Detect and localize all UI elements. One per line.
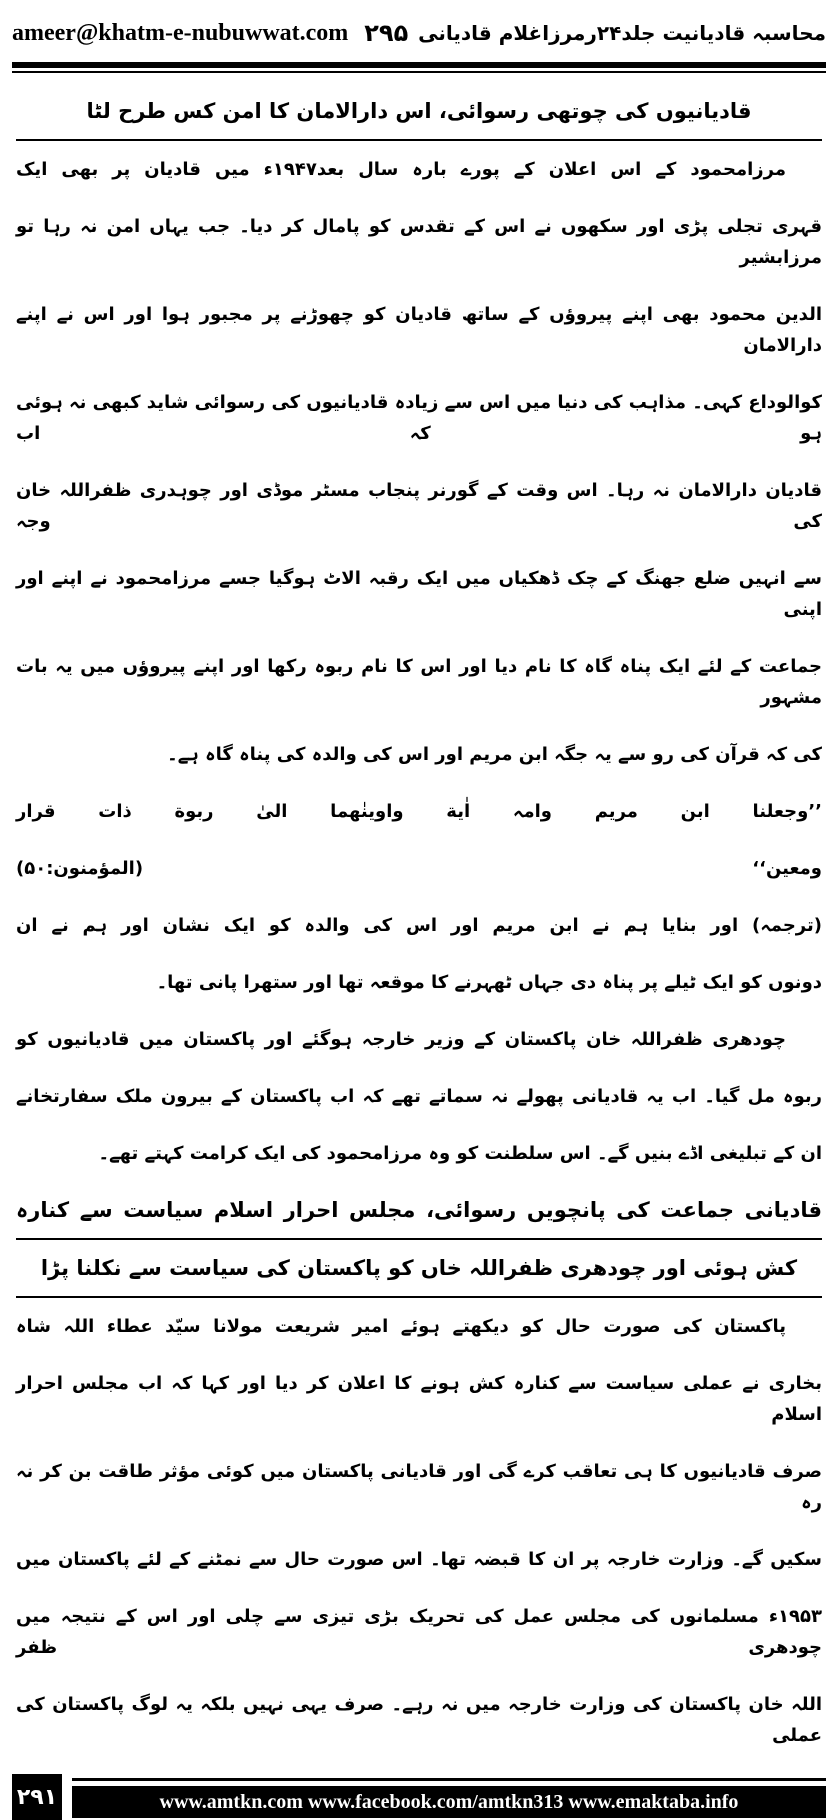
text-line: صرف قادیانیوں کا ہی تعاقب کرے گی اور قادیانی پاکستان میں کوئی مؤثر طاقت بن کر نہ رہ [16, 1461, 822, 1513]
text-line: اللہ خان پاکستان کی وزارت خارجہ میں نہ رہے۔ صرف یہی نہیں بلکہ یہ لوگ پاکستان کی عملی [16, 1694, 822, 1746]
text-line: بخاری نے عملی سیاست سے کنارہ کش ہونے کا اعلان کر دیا اور کہا کہ اب مجلس احرار اسلام [16, 1373, 822, 1425]
header-left [12, 19, 408, 47]
text-line: جماعت کے لئے ایک پناہ گاہ کا نام دیا اور اس کا نام ربوہ رکھا اور اپنے پیروؤں میں یہ بات مشہور [16, 656, 822, 708]
header-email: ameer@khatm-e-nubuwwat.com [12, 19, 349, 46]
page-body [12, 83, 826, 1764]
header-book-title: محاسبہ قادیانیت جلد۲۴رمرزاغلام قادیانی [418, 21, 826, 45]
text-line: کی کہ قرآن کی رو سے یہ جگہ ابن مریم اور اس کی والدہ کی پناہ گاہ ہے۔ [167, 744, 822, 765]
page-footer [12, 1774, 826, 1820]
footer-page-number: ۲۹۱ [12, 1774, 62, 1820]
text-line: ان کے تبلیغی اڈے بنیں گے۔ اس سلطنت کو وہ مرزامحمود کی ایک کرامت کہتے تھے۔ [98, 1143, 822, 1164]
translation-line: (ترجمہ) اور بنایا ہم نے ابن مریم اور اس کی والدہ کو ایک نشان اور ہم نے ان [16, 915, 822, 936]
section-heading-1: قادیانیوں کی چوتھی رسوائی، اس دارالامان کا امن کس طرح لٹا [16, 83, 822, 141]
footer-links: www.amtkn.com www.facebook.com/amtkn313 www.emaktaba.info [72, 1786, 826, 1818]
text-line: سے انہیں ضلع جھنگ کے چک ڈھکیاں میں ایک رقبہ الاٹ ہوگیا جسے مرزامحمود نے اپنے اور اپنی [16, 568, 822, 620]
text-line: قادیان دارالامان نہ رہا۔ اس وقت کے گورنر پنجاب مسٹر موڈی اور چوہدری ظفراللہ خان کی وجہ [16, 480, 822, 532]
text-line: ربوہ مل گیا۔ اب یہ قادیانی پھولے نہ سماتے تھے کہ اب پاکستان کے بیرون ملک سفارتخانے [16, 1086, 822, 1107]
section-heading-2-cont: کش ہوئی اور چودھری ظفراللہ خاں کو پاکستان کی سیاست سے نکلنا پڑا [16, 1240, 822, 1298]
text-line: قہری تجلی پڑی اور سکھوں نے اس کے تقدس کو پامال کر دیا۔ جب یہاں امن نہ رہا تو مرزابشیر [16, 216, 822, 268]
translation-line: دونوں کو ایک ٹیلے پر پناہ دی جہاں ٹھہرنے کا موقعہ تھا اور ستھرا پانی تھا۔ [156, 972, 822, 993]
header-rule-thick [12, 62, 826, 68]
text-line: الدین محمود بھی اپنے پیروؤں کے ساتھ قادیان کو چھوڑنے پر مجبور ہوا اور اس نے اپنے دارالامان [16, 304, 822, 356]
text-line: مرزامحمود کے اس اعلان کے پورے بارہ سال بعد۱۹۴۷ء میں قادیان پر بھی ایک [16, 159, 786, 180]
header-rule-thin [12, 71, 826, 73]
quote-text: ومعین‘‘ [752, 858, 822, 879]
footer-rule [72, 1778, 826, 1781]
page-header [12, 8, 826, 58]
header-page-number: ۲۹۵ [364, 19, 409, 47]
text-line: ۱۹۵۳ء مسلمانوں کی مجلس عمل کی تحریک بڑی تیزی سے چلی اور اس کے نتیجہ میں چودھری ظفر [16, 1606, 822, 1658]
text-line: کوالوداع کہی۔ مذاہب کی دنیا میں اس سے زیادہ قادیانیوں کی رسوائی شاید کبھی نہ ہوئی ہو کہ اب [15, 392, 822, 444]
section-heading-2: قادیانی جماعت کی پانچویں رسوائی، مجلس احرار اسلام سیاست سے کنارہ [16, 1182, 822, 1240]
text-line: چودھری ظفراللہ خان پاکستان کے وزیر خارجہ ہوگئے اور پاکستان میں قادیانیوں کو [16, 1029, 786, 1050]
text-line: سکیں گے۔ وزارت خارجہ پر ان کا قبضہ تھا۔ اس صورت حال سے نمٹنے کے لئے پاکستان میں [16, 1549, 822, 1570]
text-line: پاکستان کی صورت حال کو دیکھتے ہوئے امیر شریعت مولانا سیّد عطاء اللہ شاہ [16, 1316, 786, 1337]
quote-line-2 [16, 840, 822, 897]
quote-reference: (المؤمنون:۵۰) [16, 858, 144, 879]
quote-line: ’’وجعلنا ابن مریم وامہ اٰیة واوینٰھما الیٰ ربوة ذات قرار [16, 801, 822, 822]
